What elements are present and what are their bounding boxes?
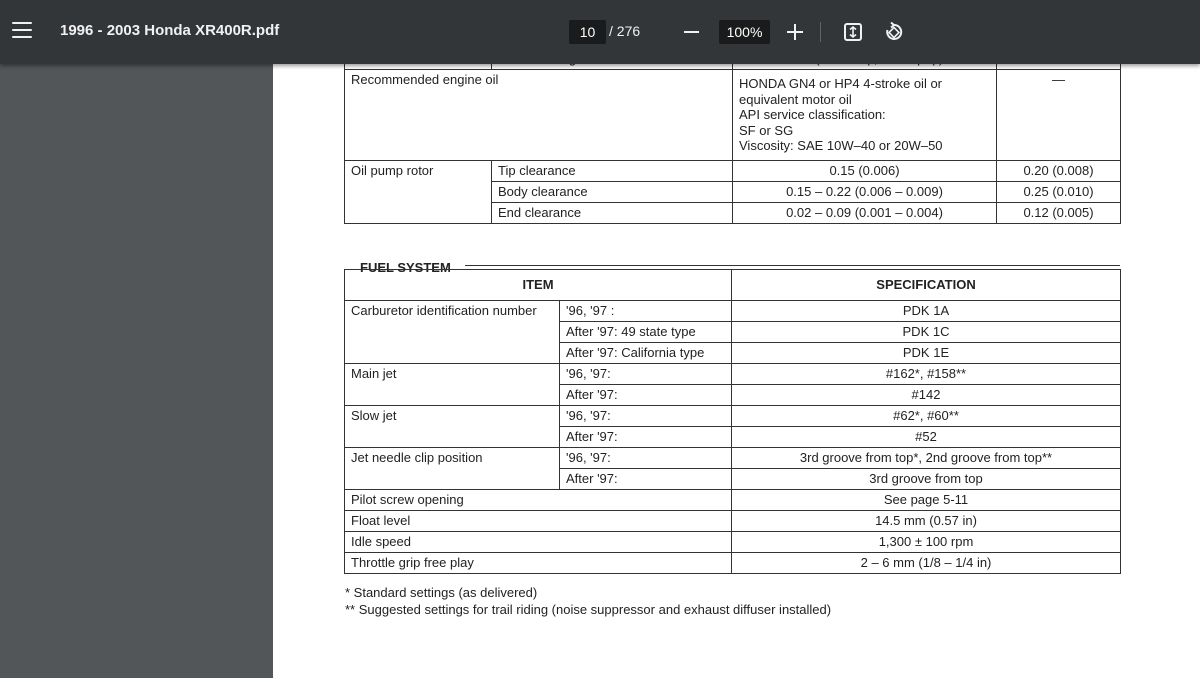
toolbar-divider [820,22,821,42]
page-total: / 276 [609,23,641,39]
table-cell: '96, '97: [560,406,732,427]
table-cell: PDK 1E [732,343,1121,364]
zoom-in-icon[interactable] [787,24,803,40]
recommended-oil-label: Recommended engine oil [345,70,733,161]
fuel-system-title: FUEL SYSTEM [345,260,465,275]
table-cell: Body clearance [492,182,733,203]
group-label: Jet needle clip position [345,448,560,490]
table-cell: #62*, #60** [732,406,1121,427]
table-cell: 3rd groove from top [732,469,1121,490]
group-label: Slow jet [345,406,560,448]
table-cell: 0.15 (0.006) [733,161,997,182]
pdf-page [273,64,1200,678]
lubrication-spec-table [344,48,1121,224]
group-label: Carburetor identification number [345,301,560,364]
pdf-toolbar [0,0,1200,64]
rotate-icon[interactable] [883,21,905,43]
table-cell: After '97: [560,469,732,490]
fuel-system-table [344,269,1121,574]
table-cell: '96, '97: [560,364,732,385]
footnote-standard: * Standard settings (as delivered) [345,585,538,600]
table-cell: PDK 1A [732,301,1121,322]
footnote-suggested: ** Suggested settings for trail riding (noise suppressor and exhaust diffuser installed) [345,602,832,617]
table-cell: 14.5 mm (0.57 in) [732,511,1121,532]
table-cell: 0.25 (0.010) [997,182,1121,203]
oil-pump-rotor-label: Oil pump rotor [345,161,492,224]
table-cell: '96, '97 : [560,301,732,322]
table-cell: Tip clearance [492,161,733,182]
table-cell: After '97: California type [560,343,732,364]
table-cell: After '97: [560,385,732,406]
table-cell: Throttle grip free play [345,553,732,574]
table-cell: 0.15 – 0.22 (0.006 – 0.009) [733,182,997,203]
table-cell: '96, '97: [560,448,732,469]
table-cell: End clearance [492,203,733,224]
table-cell: #52 [732,427,1121,448]
table-cell: #142 [732,385,1121,406]
table-cell: #162*, #158** [732,364,1121,385]
table-cell: 1,300 ± 100 rpm [732,532,1121,553]
page-number-input[interactable]: 10 [569,20,606,44]
document-title: 1996 - 2003 Honda XR400R.pdf [60,22,280,39]
table-cell: 0.12 (0.005) [997,203,1121,224]
table-cell: 2 – 6 mm (1/8 – 1/4 in) [732,553,1121,574]
recommended-oil-spec: HONDA GN4 or HP4 4-stroke oil or equivalent motor oil API service classification: SF or SG Viscosity: SAE 10W–40 or 20W–50 [733,70,997,161]
fit-page-icon[interactable] [843,22,863,42]
column-header-specification: SPECIFICATION [732,270,1121,301]
table-cell: 0.02 – 0.09 (0.001 – 0.004) [733,203,997,224]
zoom-out-icon[interactable] [684,31,699,33]
table-cell: After '97: 49 state type [560,322,732,343]
zoom-level-input[interactable]: 100% [719,20,770,44]
service-limit: — [997,70,1121,161]
table-cell: 3rd groove from top*, 2nd groove from top** [732,448,1121,469]
table-cell: Float level [345,511,732,532]
group-label: Main jet [345,364,560,406]
menu-icon[interactable] [12,22,32,40]
table-cell: See page 5-11 [732,490,1121,511]
table-cell: PDK 1C [732,322,1121,343]
table-cell: After '97: [560,427,732,448]
table-cell: Idle speed [345,532,732,553]
column-header-item: ITEM [345,270,732,301]
table-cell: Pilot screw opening [345,490,732,511]
table-cell: 0.20 (0.008) [997,161,1121,182]
document-viewer[interactable] [0,64,1200,678]
